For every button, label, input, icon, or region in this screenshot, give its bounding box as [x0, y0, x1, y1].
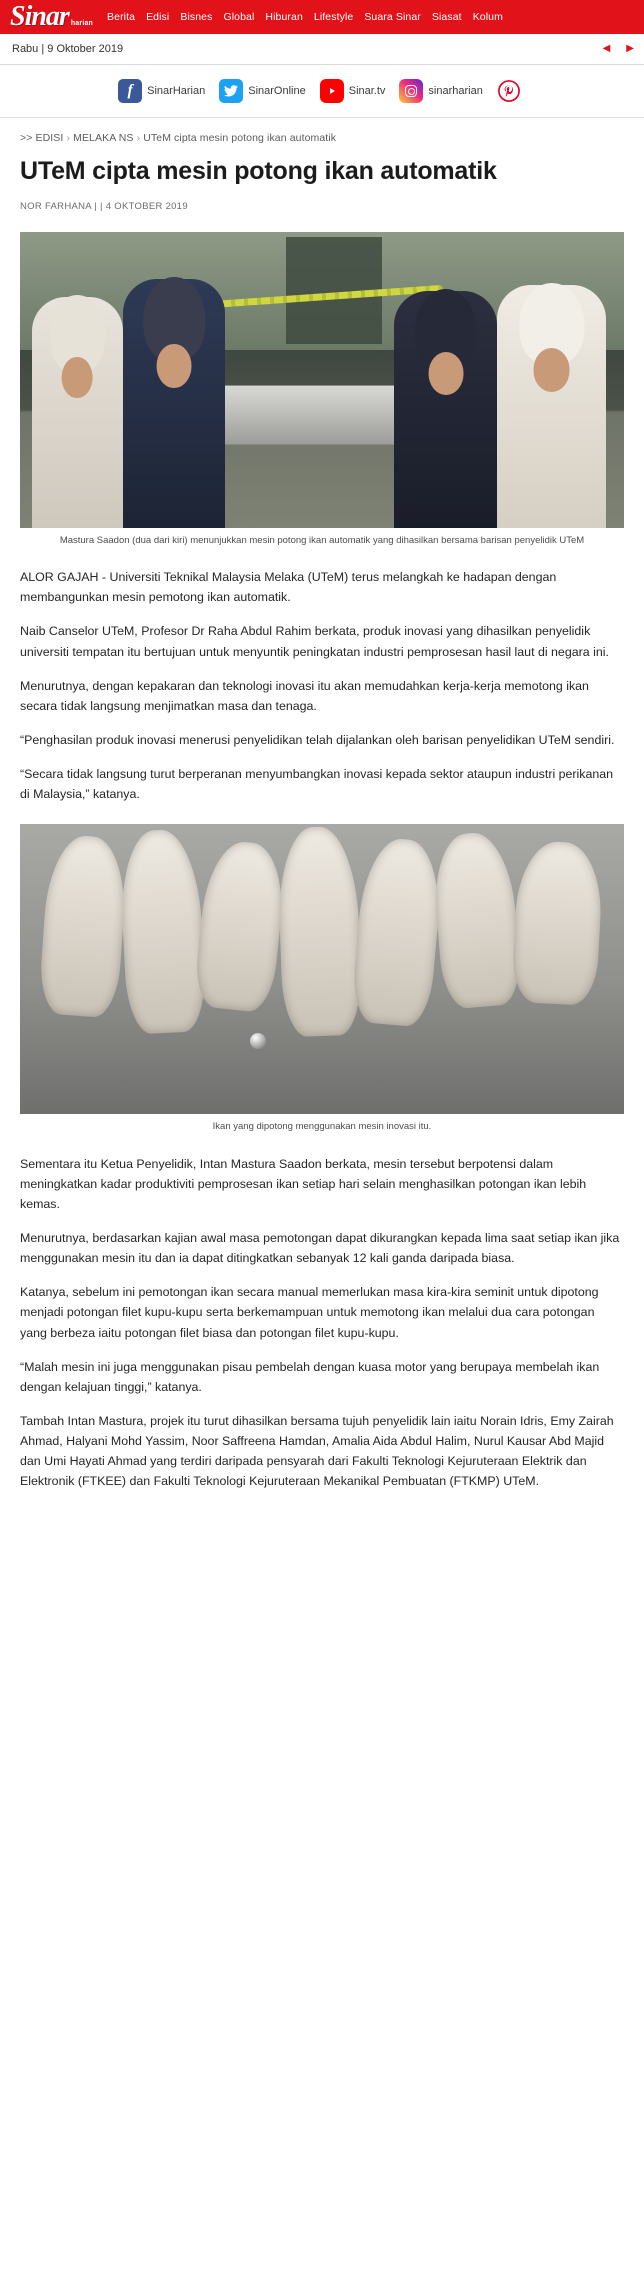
paragraph: “Penghasilan produk inovasi menerusi penyelidikan telah dijalankan oleh barisan penyelidikan UTeM sendiri. — [20, 732, 615, 747]
secondary-photo-block — [0, 824, 644, 1148]
paragraph: Naib Canselor UTeM, Profesor Dr Raha Abdul Rahim berkata, produk inovasi yang dihasilkan penyelidik universiti tempatan itu bertujuan untuk menyuntik peningkatan industri pemprosesan hasil laut di negara ini. — [20, 624, 609, 659]
article-byline: NOR FARHANA | | 4 OKTOBER 2019 — [20, 200, 188, 212]
date-strip — [0, 34, 644, 65]
paragraph: “Secara tidak langsung turut berperanan menyumbangkan inovasi kepada sektor ataupun industri perikanan di Malaysia,” katanya. — [20, 766, 614, 802]
twitter-icon — [219, 79, 243, 103]
breadcrumb-chevron: >> — [20, 132, 33, 144]
nav-item-kolum[interactable]: Kolum — [472, 11, 503, 23]
pinterest-icon — [497, 79, 521, 103]
paragraph: Menurutnya, berdasarkan kajian awal masa pemotongan dapat dikurangkan kepada lima saat setiap ikan jika menggunakan mesin itu dan ia dapat ditingkatkan sebanyak 12 kali ganda daripada biasa. — [20, 1231, 620, 1266]
social-label-youtube: Sinar.tv — [348, 85, 386, 97]
social-link-instagram[interactable] — [399, 79, 482, 103]
nav-item-edisi[interactable]: Edisi — [146, 11, 170, 23]
breadcrumb-item-current: UTeM cipta mesin potong ikan automatik — [143, 132, 337, 144]
article-body-part-2 — [0, 1154, 644, 1531]
main-navigation — [107, 11, 638, 23]
article-photo-2 — [20, 824, 624, 1114]
nav-item-lifestyle[interactable]: Lifestyle — [313, 11, 354, 23]
current-date: Rabu | 9 Oktober 2019 — [12, 43, 124, 55]
nav-item-bisnes[interactable]: Bisnes — [180, 11, 213, 23]
paragraph: Tambah Intan Mastura, projek itu turut dihasilkan bersama tujuh penyelidik lain iaitu Norain Idris, Emy Zairah Ahmad, Halyani Mohd Yassim, Noor Saffreena Hamdan, Amalia Aida Abdul Halim, Nurul Kausar Abd Majid dan Umi Hayati Ahmad yang terdiri daripada pensyarah dari Fakulti Teknologi Kejuruteraan Elektrik dan Elektronik (FTKEE) dan Fakulti Teknologi Kejuruteraan Mekanikal Pembuatan (FTKMP) UTeM. — [20, 1413, 614, 1489]
breadcrumb-item-melaka-ns[interactable]: MELAKA NS — [73, 132, 134, 144]
paragraph: ALOR GAJAH - Universiti Teknikal Malaysia Melaka (UTeM) terus melangkah ke hadapan dengan membangunkan mesin pemotong ikan automatik. — [20, 570, 557, 605]
breadcrumb-separator-2: › — [136, 132, 141, 144]
site-logo[interactable] — [10, 3, 93, 31]
paragraph: Sementara itu Ketua Penyelidik, Intan Mastura Saadon berkata, mesin tersebut berpotensi dalam meningkatkan kadar produktiviti pemprosesan ikan setiap hari selain menghasilkan potongan ikan lebih kemas. — [20, 1156, 587, 1212]
paragraph: “Malah mesin ini juga menggunakan pisau pembelah dengan kuasa motor yang berupaya membelah ikan dengan kelajuan tinggi,” katanya. — [20, 1359, 600, 1394]
social-label-facebook: SinarHarian — [147, 85, 206, 97]
article-header — [0, 118, 644, 232]
breadcrumb-separator-1: › — [66, 132, 71, 144]
nav-item-global[interactable]: Global — [223, 11, 255, 23]
social-label-twitter: SinarOnline — [248, 85, 306, 97]
site-header — [0, 0, 644, 34]
youtube-icon — [320, 79, 344, 103]
logo-text: Sinar — [10, 1, 69, 32]
nav-item-siasat[interactable]: Siasat — [431, 11, 462, 23]
social-label-instagram: sinarharian — [428, 85, 483, 97]
paragraph: Katanya, sebelum ini pemotongan ikan secara manual memerlukan masa kira-kira seminit untuk dipotong menjadi potongan filet kupu-kupu serta berkemampuan untuk memotong ikan melalui dua cara potongan yang berbeza iaitu potongan filet biasa dan potongan filet kupu-kupu. — [20, 1285, 599, 1340]
next-arrow-icon[interactable]: ▶ — [626, 43, 634, 54]
prev-arrow-icon[interactable]: ◀ — [602, 43, 611, 54]
article-body-part-1 — [0, 567, 644, 824]
paragraph: Menurutnya, dengan kepakaran dan teknologi inovasi itu akan memudahkan kerja-kerja memotong ikan secara tidak langsung menjimatkan masa dan tenaga. — [20, 678, 589, 713]
date-nav-arrows — [603, 43, 634, 54]
page-title: UTeM cipta mesin potong ikan automatik — [20, 157, 497, 185]
social-links-bar — [0, 65, 644, 118]
breadcrumb-item-edisi[interactable]: EDISI — [35, 132, 64, 144]
photo-1-caption: Mastura Saadon (dua dari kiri) menunjukkan mesin potong ikan automatik yang dihasilkan bersama barisan penyelidik UTeM — [59, 534, 585, 546]
social-link-twitter[interactable] — [219, 79, 305, 103]
social-link-facebook[interactable] — [118, 79, 205, 103]
photo-2-caption: Ikan yang dipotong menggunakan mesin inovasi itu. — [212, 1121, 432, 1133]
instagram-icon — [399, 79, 423, 103]
article-photo-1 — [20, 232, 624, 528]
nav-item-hiburan[interactable]: Hiburan — [265, 11, 303, 23]
nav-item-suara-sinar[interactable]: Suara Sinar — [364, 11, 421, 23]
nav-item-berita[interactable]: Berita — [107, 11, 136, 23]
breadcrumb — [20, 132, 624, 144]
social-link-pinterest[interactable] — [497, 79, 526, 103]
social-link-youtube[interactable] — [320, 79, 386, 103]
lead-photo-block — [0, 232, 644, 562]
facebook-icon: f — [118, 79, 142, 103]
logo-subtext: harian — [70, 20, 94, 27]
